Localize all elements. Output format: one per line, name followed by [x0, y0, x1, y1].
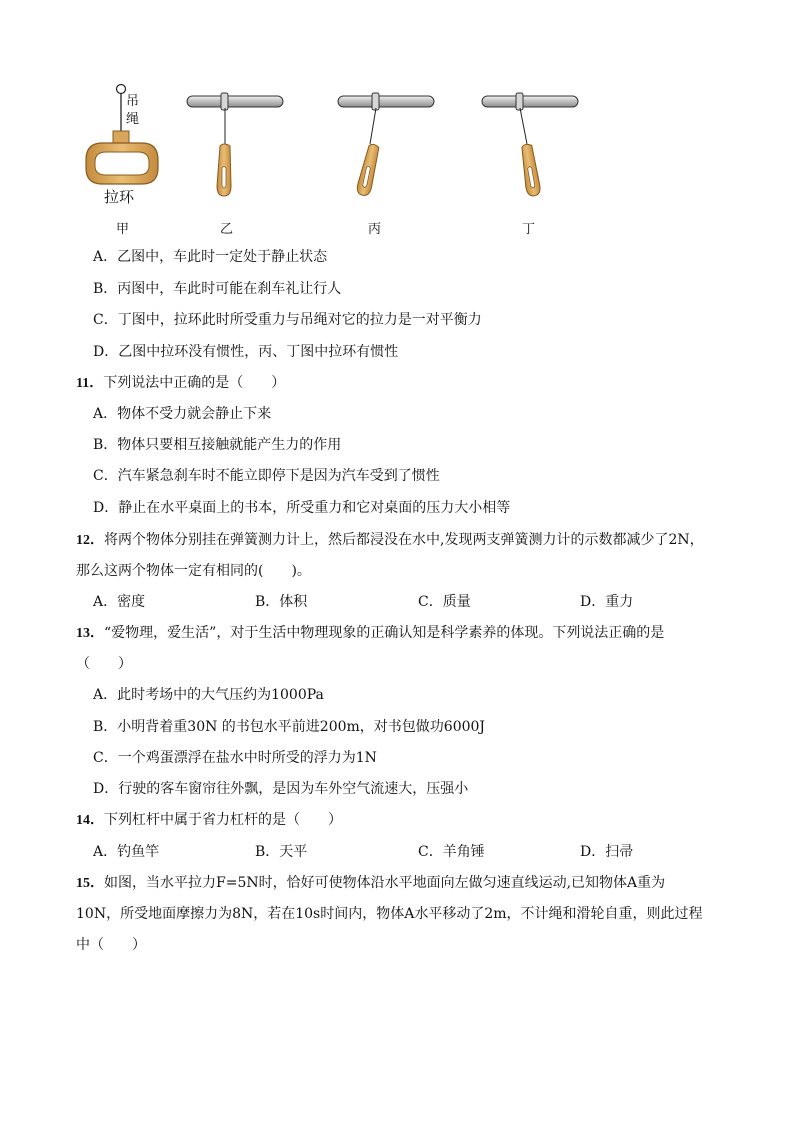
q11-option-d: D．静止在水平桌面上的书本，所受重力和它对桌面的压力大小相等	[93, 500, 511, 516]
q13-stem-line1	[76, 624, 664, 643]
q14-text: 下列杠杆中属于省力杠杆的是（ ）	[104, 812, 342, 828]
q12-text-1: 将两个物体分别挂在弹簧测力计上，然后都浸没在水中,发现两支弹簧测力计的示数都减少了2N，	[104, 532, 704, 548]
q15-number: 15．	[76, 876, 104, 891]
q15-stem-line3: 中（ ）	[76, 937, 146, 953]
q15-stem-line2: 10N，所受地面摩擦力为8N，若在10s时间内，物体A水平移动了2m，不计绳和滑轮自重，则此过程	[76, 906, 703, 922]
q13-text-1: “爱物理，爱生活”，对于生活中物理现象的正确认知是科学素养的体现。下列说法正确的是	[104, 625, 665, 641]
q12-option-c: C．质量	[418, 594, 471, 610]
q13-option-a: A．此时考场中的大气压约为1000Pa	[93, 687, 324, 703]
caption-bing: 丙	[368, 222, 382, 237]
q14-option-d: D．扫帚	[580, 844, 634, 860]
q11-option-a: A．物体不受力就会静止下来	[93, 406, 272, 422]
q13-option-d: D．行驶的客车窗帘往外飘，是因为车外空气流速大，压强小	[93, 781, 469, 797]
q14-stem	[76, 811, 342, 830]
q12-stem-line1	[76, 531, 704, 550]
q11-text: 下列说法中正确的是（ ）	[103, 375, 286, 391]
q13-option-c: C．一个鸡蛋漂浮在盐水中时所受的浮力为1N	[93, 750, 377, 766]
caption-jia: 甲	[116, 222, 130, 237]
caption-ding: 丁	[522, 222, 536, 237]
q12-option-b: B．体积	[255, 594, 308, 610]
q12-stem-line2: 那么这两个物体一定有相同的( )。	[76, 563, 311, 579]
ring-label: 拉环	[104, 188, 135, 206]
q15-text-1: 如图，当水平拉力F=5N时，恰好可使物体沿水平地面向左做匀速直线运动,已知物体A重为	[104, 875, 666, 891]
q13-option-b: B．小明背着重30N 的书包水平前进200m，对书包做功6000J	[93, 719, 486, 735]
q13-stem-line2: （ ）	[76, 656, 132, 672]
q14-option-c: C．羊角锤	[418, 844, 485, 860]
q14-option-b: B．天平	[255, 844, 308, 860]
figure-yi	[187, 93, 283, 196]
q11-option-c: C．汽车紧急刹车时不能立即停下是因为汽车受到了惯性	[93, 468, 440, 484]
rope-label-2: 绳	[126, 112, 140, 127]
q12-option-d: D．重力	[580, 594, 634, 610]
rope-label-1: 吊	[126, 94, 140, 109]
q10-option-d: D．乙图中拉环没有惯性，丙、丁图中拉环有惯性	[93, 344, 399, 360]
q10-option-c: C．丁图中，拉环此时所受重力与吊绳对它的拉力是一对平衡力	[93, 312, 482, 328]
q11-number: 11．	[76, 376, 104, 391]
figure-jia	[86, 85, 158, 185]
q11-stem	[76, 374, 285, 393]
q11-option-b: B．物体只要相互接触就能产生力的作用	[93, 437, 342, 453]
figure-ding	[482, 93, 578, 197]
q14-option-a: A．钓鱼竿	[93, 844, 160, 860]
q10-option-a: A．乙图中，车此时一定处于静止状态	[93, 249, 328, 265]
q12-option-a: A．密度	[93, 594, 146, 610]
q12-number: 12．	[76, 533, 104, 548]
q13-number: 13．	[76, 626, 104, 641]
q14-number: 14．	[76, 813, 104, 828]
q10-option-b: B．丙图中，车此时可能在刹车礼让行人	[93, 281, 342, 297]
figure-bing	[338, 93, 434, 197]
caption-yi: 乙	[220, 222, 234, 237]
q15-stem-line1	[76, 874, 665, 893]
